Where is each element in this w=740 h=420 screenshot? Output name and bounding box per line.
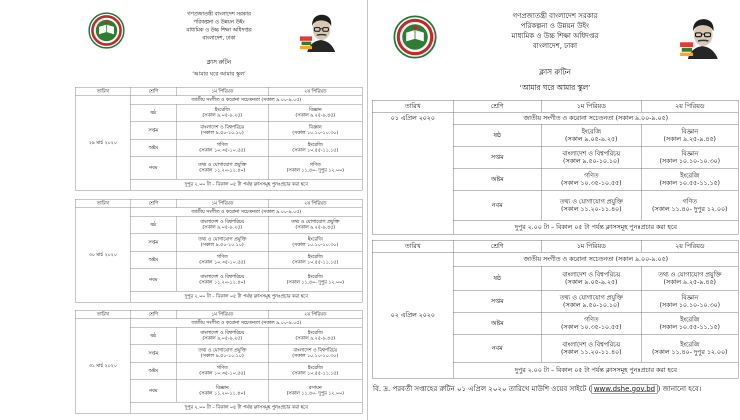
- class-label: অষ্টম: [453, 312, 541, 334]
- period-1-cell: [541, 290, 641, 312]
- period-1-cell: [176, 345, 268, 363]
- subject-name: ইংরেজি: [307, 254, 323, 260]
- class-label: অষ্টম: [130, 251, 176, 269]
- subject-name: গণিত: [216, 254, 228, 260]
- class-label: ষষ্ঠ: [453, 266, 541, 290]
- subject-name: তথ্য ও যোগাযোগ প্রযুক্তি: [291, 219, 340, 225]
- office-header: [370, 11, 740, 51]
- period-time: (সকাল ১০.১০-১০.৩০): [659, 156, 721, 165]
- subject-name: ইংরেজি: [680, 340, 700, 348]
- routine-table: [372, 100, 739, 235]
- class-label: ষষ্ঠ: [130, 327, 176, 345]
- header-period-1: ১ম পিরিয়ড: [541, 100, 641, 112]
- period-1-cell: [176, 269, 268, 292]
- date-cell: ৩০ মার্চ ২০২০: [75, 208, 130, 303]
- subject-name: গণিত: [584, 315, 599, 323]
- period-2-cell: [641, 190, 738, 220]
- period-time: (সকাল ৯.০৫-৯.২৫): [202, 224, 243, 230]
- website-link[interactable]: www.dshe.gov.bd: [591, 385, 657, 394]
- class-label: সপ্তম: [130, 122, 176, 140]
- government-line: গণপ্রজাতন্ত্রী বাংলাদেশ সরকার: [187, 11, 251, 17]
- routine-table: [75, 310, 363, 414]
- subject-name: তথ্য ও যোগাযোগ প্রযুক্তি: [198, 347, 247, 354]
- table-header-row: [372, 100, 738, 112]
- period-2-cell: [641, 334, 738, 362]
- period-1-cell: [541, 168, 641, 190]
- subject-name: গণিত: [216, 142, 228, 148]
- period-time: (সকাল ১১.২০-১১.৪০): [199, 167, 246, 173]
- period-time: (সকাল ৯.৫০-১০.১০): [563, 156, 620, 165]
- subject-name: বাংলাদেশ ও বিশ্বপরিচয়: [200, 124, 245, 131]
- subject-name: ইংরেজি: [680, 171, 700, 179]
- period-1-cell: [541, 312, 641, 334]
- period-time: (সকাল ১০.৩৫-১০.৫৫): [560, 322, 622, 331]
- class-label: সপ্তম: [453, 290, 541, 312]
- table-header-row: [75, 199, 362, 208]
- subject-name: গণিত: [682, 197, 697, 205]
- date-cell: ২৯ মার্চ ২০২০: [75, 96, 130, 191]
- date-cell: ০২ এপ্রিল ২০২০: [372, 252, 453, 378]
- anthem-row: [372, 112, 738, 124]
- period-time: (সকাল ৯.২৫-৯.৪৫): [663, 277, 716, 286]
- subject-name: বিজ্ঞান: [308, 107, 322, 113]
- routine-table-day-2: [75, 199, 362, 303]
- period-time: (সকাল ৯.২৫-৯.৪৫): [295, 335, 336, 341]
- page-divider: [367, 0, 368, 420]
- government-line: গণপ্রজাতন্ত্রী বাংলাদেশ সরকার: [512, 12, 598, 20]
- page-tagline: ‘আমার ঘরে আমার স্কুল’: [519, 84, 591, 92]
- subject-name: ইংরেজি: [680, 315, 700, 323]
- period-time: (সকাল ১০.১০-১০.৩০): [292, 242, 339, 248]
- period-time: (সকাল ১০.৩৫-১০.৫৫): [199, 147, 246, 153]
- period-1-cell: [176, 139, 268, 157]
- subject-name: বাংলাদেশ ও বিশ্বপরিচয়: [200, 219, 245, 225]
- period-2-cell: [268, 269, 362, 292]
- header-date: তারিখ: [372, 240, 453, 252]
- class-label: নবম: [130, 269, 176, 292]
- period-time: (সকাল ১১.৪০- দুপুর ১২.০০): [652, 347, 728, 356]
- wing-line: পরিকল্পনা ও উন্নয়ন উইং: [193, 19, 245, 25]
- period-time: (সকাল ১০.৫৫-১১.১৫): [292, 370, 339, 376]
- period-time: (সকাল ১০.১০-১০.৩০): [292, 353, 339, 359]
- class-label: ষষ্ঠ: [453, 124, 541, 146]
- period-2-cell: [641, 290, 738, 312]
- period-2-cell: [641, 124, 738, 146]
- rebroadcast-note: দুপুর ২.০০ টা – বিকাল ০৫ টা পর্যন্ত ক্লাসসমূহ পুনঃপ্রচার করা হবে: [130, 291, 362, 302]
- anthem-cell: জাতীয় সংগীত ও করোনা সচেতনতা (সকাল ৯.০০-৯.০৫): [453, 252, 738, 266]
- period-2-cell: [268, 327, 362, 345]
- period-time: (সকাল ১০.৩৫-১০.৫৫): [560, 178, 622, 187]
- period-time: (সকাল ১১.৪০- দুপুর ১২.০০): [286, 167, 344, 173]
- anthem-cell: জাতীয় সংগীত ও করোনা সচেতনতা (সকাল ৯.০০-৯.০৫): [130, 96, 362, 105]
- location-line: বাংলাদেশ, ঢাকা: [532, 42, 578, 50]
- office-header: [74, 10, 364, 42]
- period-1-cell: [541, 266, 641, 290]
- directorate-line: মাধ্যমিক ও উচ্চ শিক্ষা অধিদপ্তর: [511, 32, 599, 40]
- subject-name: তথ্য ও যোগাযোগ প্রযুক্তি: [198, 236, 247, 243]
- period-1-cell: [176, 157, 268, 180]
- subject-name: বাংলাদেশ ও বিশ্বপরিচয়: [200, 330, 245, 336]
- period-time: (সকাল ১০.৫৫-১১.১৫): [659, 322, 721, 331]
- header-period-2: ২য় পিরিয়ড: [641, 240, 738, 252]
- date-cell: ০১ এপ্রিল ২০২০: [372, 112, 453, 234]
- routine-page-april: [370, 0, 740, 420]
- period-2-cell: [641, 266, 738, 290]
- period-2-cell: [268, 251, 362, 269]
- period-time: (সকাল ৯.৫০-১০.১০): [200, 242, 244, 248]
- period-2-cell: [268, 216, 362, 234]
- period-1-cell: [176, 251, 268, 269]
- routine-table-day-1: [75, 87, 362, 191]
- footnote-text-end: ) জানানো হবে।: [657, 385, 702, 393]
- routine-table-april-1: [372, 100, 738, 235]
- class-label: নবম: [130, 157, 176, 180]
- header-date: তারিখ: [75, 87, 130, 96]
- header-period-1: ১ম পিরিয়ড: [541, 240, 641, 252]
- subject-name: তথ্য ও যোগাযোগ প্রযুক্তি: [658, 270, 722, 278]
- date-cell: ৩১ মার্চ ২০২০: [75, 319, 130, 414]
- period-time: (সকাল ৯.২৫-৯.৪৫): [295, 224, 336, 230]
- header-period-2: ২য় পিরিয়ড: [268, 87, 362, 96]
- header-period-2: ২য় পিরিয়ড: [268, 199, 362, 208]
- subject-name: বিজ্ঞান: [681, 293, 699, 301]
- class-label: ষষ্ঠ: [130, 104, 176, 122]
- subject-name: বাংলাদেশ ও বিশ্বপরিচয়: [562, 340, 621, 348]
- period-1-cell: [176, 216, 268, 234]
- period-2-cell: [268, 234, 362, 252]
- subject-name: তথ্য ও যোগাযোগ প্রযুক্তি: [559, 293, 623, 301]
- routine-table: [75, 199, 363, 303]
- subject-name: বিজ্ঞান: [681, 149, 699, 157]
- period-time: (সকাল ১০.৩৫-১০.৫৫): [199, 370, 246, 376]
- period-1-cell: [176, 234, 268, 252]
- anthem-row: [372, 252, 738, 266]
- class-label: অষ্টম: [453, 168, 541, 190]
- period-time: (সকাল ৯.২৫-৯.৪৫): [295, 112, 336, 118]
- period-time: (সকাল ১১.২০-১১.৪০): [560, 347, 622, 356]
- table-header-row: [75, 310, 362, 319]
- anthem-row: [75, 96, 362, 105]
- period-1-cell: [176, 327, 268, 345]
- period-2-cell: [641, 168, 738, 190]
- subject-name: গণিত: [309, 162, 321, 168]
- period-time: (সকাল ৯.০৫-৯.২৫): [202, 112, 243, 118]
- class-label: নবম: [453, 334, 541, 362]
- header-date: তারিখ: [75, 310, 130, 319]
- class-label: অষ্টম: [130, 139, 176, 157]
- subject-name: বিজ্ঞান: [215, 385, 229, 391]
- subject-name: ইংরেজি: [307, 330, 323, 336]
- table-header-row: [75, 87, 362, 96]
- header-period-2: ২য় পিরিয়ড: [268, 310, 362, 319]
- period-time: (সকাল ৯.৫০-১০.১০): [200, 353, 244, 359]
- page-tagline: ‘আমার ঘরে আমার স্কুল’: [192, 70, 246, 77]
- period-time: (সকাল ১১.৪০- দুপুর ১২.০০): [286, 279, 344, 285]
- subject-name: বাংলাদেশ ও বিশ্বপরিচয়: [200, 274, 245, 280]
- subject-name: ইংরেজি: [307, 365, 323, 371]
- subject-name: বাংলাদেশ ও বিশ্বপরিচয়: [562, 149, 621, 157]
- subject-name: ইংরেজি: [307, 142, 323, 148]
- header-class: শ্রেণি: [130, 310, 176, 319]
- period-1-cell: [541, 124, 641, 146]
- period-2-cell: [268, 380, 362, 403]
- header-period-1: ১ম পিরিয়ড: [176, 199, 268, 208]
- period-time: (সকাল ৯.০৫-৯.২৫): [202, 335, 243, 341]
- subject-name: গণিত: [584, 171, 599, 179]
- header-date: তারিখ: [372, 100, 453, 112]
- period-2-cell: [641, 312, 738, 334]
- period-time: (সকাল ৯.৫০-১০.১০): [200, 130, 244, 136]
- anthem-cell: জাতীয় সংগীত ও করোনা সচেতনতা (সকাল ৯.০০-৯.০৫): [130, 208, 362, 217]
- anthem-cell: জাতীয় সংগীত ও করোনা সচেতনতা (সকাল ৯.০০-৯.০৫): [130, 319, 362, 328]
- period-time: (সকাল ১১.৪০- দুপুর ১২.০০): [652, 204, 728, 213]
- class-label: ষষ্ঠ: [130, 216, 176, 234]
- period-time: (সকাল ১১.২০-১১.৪০): [199, 390, 246, 396]
- routine-page-march: [74, 0, 364, 420]
- header-period-2: ২য় পিরিয়ড: [641, 100, 738, 112]
- period-1-cell: [541, 190, 641, 220]
- rebroadcast-note: দুপুর ২.০০ টা – বিকাল ০৫ টা পর্যন্ত ক্লাসসমূহ পুনঃপ্রচার করা হবে: [453, 362, 738, 378]
- location-line: বাংলাদেশ, ঢাকা: [202, 35, 236, 41]
- class-label: নবম: [453, 190, 541, 220]
- rebroadcast-note: দুপুর ২.০০ টা – বিকাল ০৫ টা পর্যন্ত ক্লাসসমূহ পুনঃপ্রচার করা হবে: [130, 179, 362, 190]
- period-1-cell: [176, 362, 268, 380]
- header-class: শ্রেণি: [130, 87, 176, 96]
- header-class: শ্রেণি: [453, 100, 541, 112]
- header-date: তারিখ: [75, 199, 130, 208]
- wing-line: পরিকল্পনা ও উন্নয়ন উইং: [520, 22, 590, 30]
- page-title: ক্লাস রুটিন: [539, 67, 571, 77]
- period-time: (সকাল ১১.২০-১১.৪০): [199, 279, 246, 285]
- period-time: (সকাল ১১.২০-১১.৪০): [560, 204, 622, 213]
- directorate-line: মাধ্যমিক ও উচ্চ শিক্ষা অধিদপ্তর: [186, 27, 252, 33]
- period-time: (সকাল ৯.০৫-৯.২৫): [565, 277, 618, 286]
- period-time: (সকাল ৯.২৫-৯.৪৫): [663, 134, 716, 143]
- period-time: (সকাল ১০.১০-১০.৩০): [659, 300, 721, 309]
- class-label: নবম: [130, 380, 176, 403]
- subject-name: বাংলাদেশ ও বিশ্বপরিচয়: [562, 270, 621, 278]
- period-time: (সকাল ১০.১০-১০.৩০): [292, 130, 339, 136]
- header-period-1: ১ম পিরিয়ড: [176, 310, 268, 319]
- footnote-text: বি. দ্র. পরবর্তী সপ্তাহের রুটিন ০১ এপ্রিল ২০২০ তারিখে মাউশি ওয়েব সাইটে (: [373, 385, 592, 393]
- period-time: (সকাল ৯.৫০-১০.১০): [563, 300, 620, 309]
- subject-name: তথ্য ও যোগাযোগ প্রযুক্তি: [198, 162, 247, 168]
- period-2-cell: [268, 362, 362, 380]
- period-1-cell: [541, 334, 641, 362]
- period-1-cell: [176, 122, 268, 140]
- class-label: অষ্টম: [130, 362, 176, 380]
- period-1-cell: [176, 104, 268, 122]
- class-label: সপ্তম: [130, 234, 176, 252]
- class-label: সপ্তম: [130, 345, 176, 363]
- subject-name: বিজ্ঞান: [681, 127, 699, 135]
- subject-name: ইংরেজি: [581, 127, 601, 135]
- header-period-1: ১ম পিরিয়ড: [176, 87, 268, 96]
- subject-name: বাংলাদেশ ও বিশ্বপরিচয়: [293, 347, 338, 354]
- period-2-cell: [268, 139, 362, 157]
- rebroadcast-note: দুপুর ২.০০ টা – বিকাল ০৫ টা পর্যন্ত ক্লাসসমূহ পুনঃপ্রচার করা হবে: [130, 402, 362, 413]
- subject-name: ইংরেজি: [307, 274, 323, 280]
- subject-name: বিজ্ঞান: [308, 124, 322, 131]
- period-1-cell: [176, 380, 268, 403]
- period-time: (সকাল ১১.৪০- দুপুর ১২.০০): [286, 390, 344, 396]
- footnote: [373, 383, 736, 395]
- period-2-cell: [268, 122, 362, 140]
- routine-table: [372, 240, 739, 379]
- routine-table-day-3: [75, 310, 362, 414]
- period-1-cell: [541, 146, 641, 168]
- page-title: ক্লাস রুটিন: [206, 58, 232, 66]
- subject-name: রসায়ন: [308, 385, 322, 391]
- period-time: (সকাল ৯.০৫-৯.২৫): [565, 134, 618, 143]
- subject-name: ইংরেজি: [307, 236, 323, 243]
- period-2-cell: [268, 345, 362, 363]
- routine-table: [75, 87, 363, 191]
- period-time: (সকাল ১০.৫৫-১১.১৫): [292, 259, 339, 265]
- anthem-cell: জাতীয় সংগীত ও করোনা সচেতনতা (সকাল ৯.০০-৯.০৫): [453, 112, 738, 124]
- anthem-row: [75, 319, 362, 328]
- subject-name: ইংরেজি: [214, 107, 230, 113]
- rebroadcast-note: দুপুর ২.০০ টা – বিকাল ০৫ টা পর্যন্ত ক্লাসসমূহ পুনঃপ্রচার করা হবে: [453, 220, 738, 234]
- subject-name: গণিত: [216, 365, 228, 371]
- period-2-cell: [641, 146, 738, 168]
- table-header-row: [372, 240, 738, 252]
- period-2-cell: [268, 104, 362, 122]
- anthem-row: [75, 208, 362, 217]
- header-class: শ্রেণি: [130, 199, 176, 208]
- period-time: (সকাল ১০.৫৫-১১.১৫): [659, 178, 721, 187]
- period-time: (সকাল ১০.৫৫-১১.১৫): [292, 147, 339, 153]
- period-time: (সকাল ১০.৩৫-১০.৫৫): [199, 259, 246, 265]
- class-label: সপ্তম: [453, 146, 541, 168]
- routine-table-april-2: [372, 240, 738, 379]
- header-class: শ্রেণি: [453, 240, 541, 252]
- subject-name: তথ্য ও যোগাযোগ প্রযুক্তি: [559, 197, 623, 205]
- period-2-cell: [268, 157, 362, 180]
